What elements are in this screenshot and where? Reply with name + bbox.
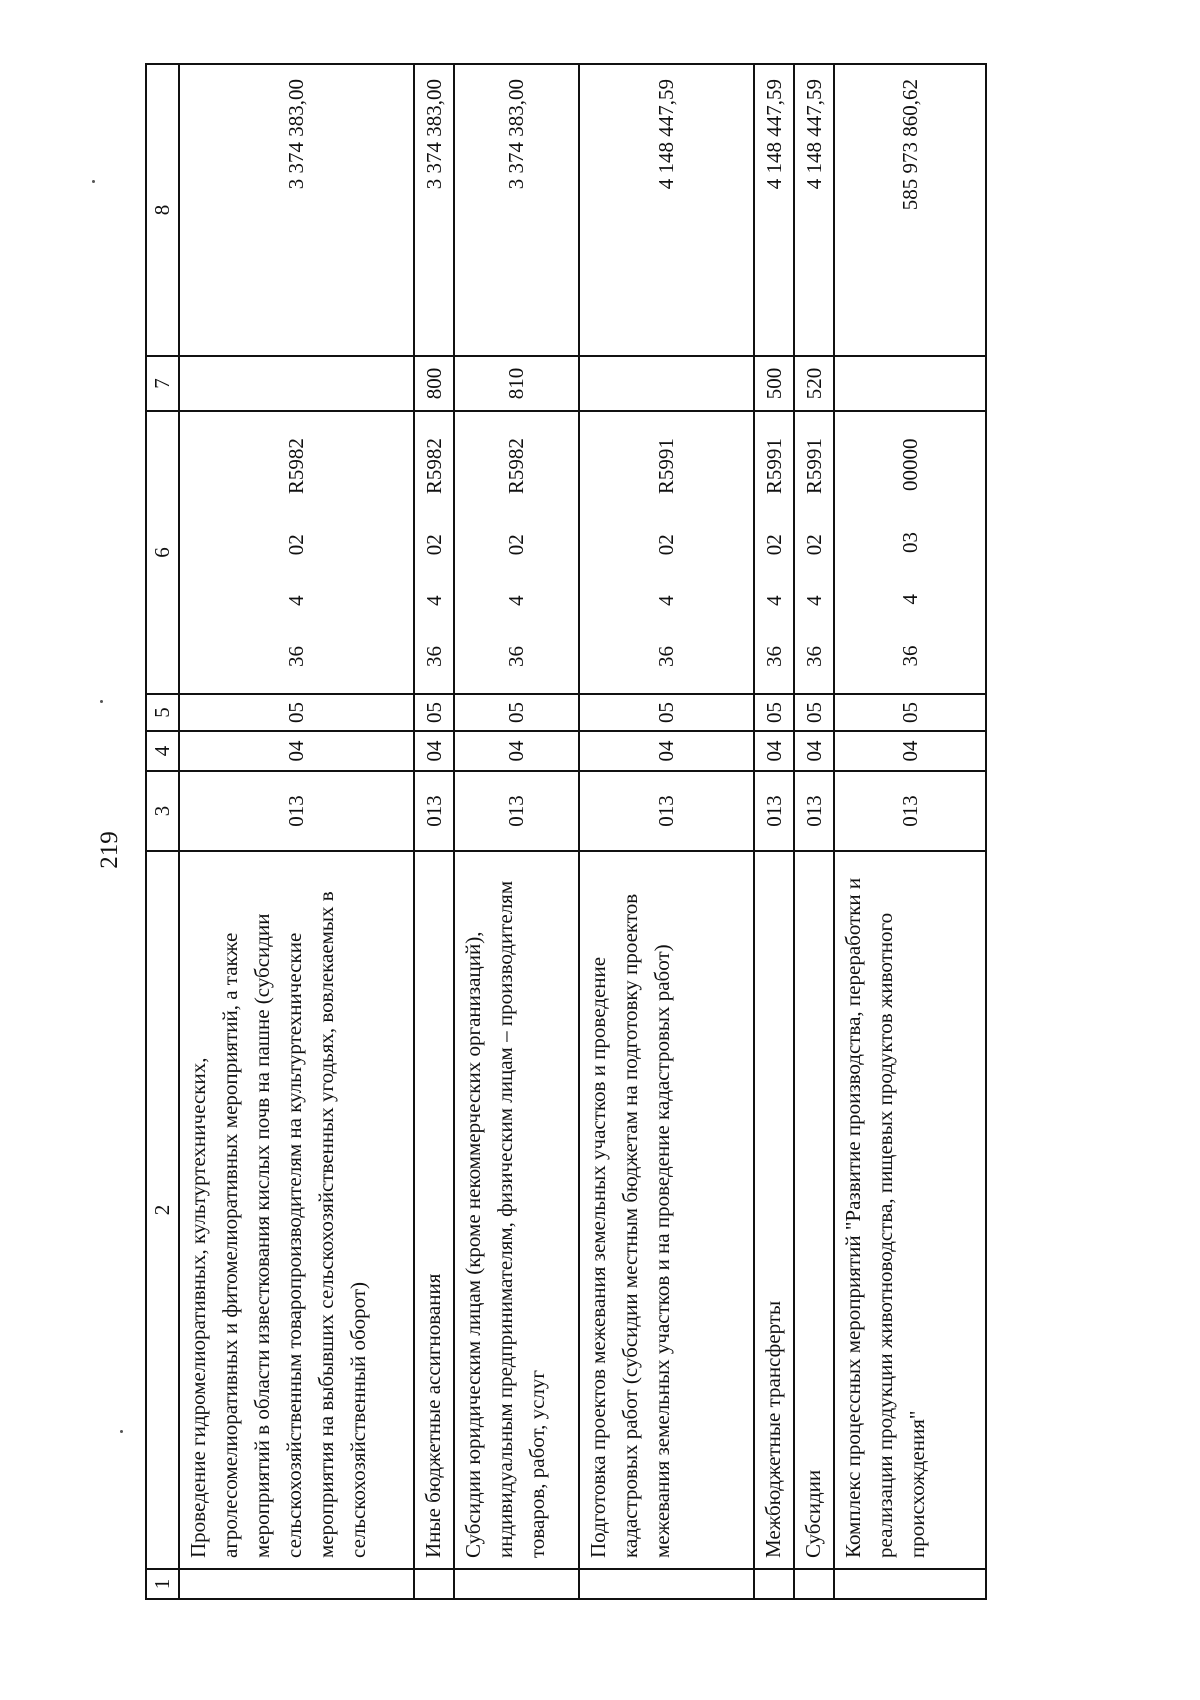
- cs-event: 02: [504, 534, 528, 556]
- expense-name: Межбюджетные трансферты: [754, 851, 794, 1569]
- target-article-cell: [579, 411, 754, 694]
- table-row: [414, 64, 454, 1599]
- ved-cell: 013: [754, 771, 794, 851]
- header-row: [146, 64, 179, 1599]
- expense-name: Субсидии: [794, 851, 834, 1569]
- vr-cell: [834, 356, 986, 411]
- cs-program: 36: [897, 645, 922, 667]
- rotated-page-content: [145, 65, 1115, 1600]
- row-number-cell: [834, 1569, 986, 1599]
- table-row: [454, 64, 579, 1599]
- scan-speck: [120, 1430, 123, 1433]
- cs-direction: R5991: [801, 438, 826, 495]
- ved-cell: 013: [179, 771, 414, 851]
- expense-name: Субсидии юридическим лицам (кроме некоммерческих организаций), индивидуальным предпринимателям, физическим лицам – производителям товаров, работ, услуг: [454, 851, 579, 1569]
- expense-name: Комплекс процессных мероприятий "Развитие производства, переработки и реализации продукции животноводства, пищевых продуктов животного происхождения": [834, 851, 986, 1569]
- table-row: [579, 64, 754, 1599]
- column-header: 7: [146, 356, 179, 411]
- cs-subprogram: 4: [504, 595, 528, 606]
- cs-subprogram: 4: [897, 594, 922, 605]
- cs-subprogram: 4: [284, 595, 308, 606]
- cs-direction: R5982: [421, 438, 446, 495]
- budget-table: [145, 63, 987, 1600]
- cs-event: 02: [654, 534, 678, 556]
- vr-cell: 520: [794, 356, 834, 411]
- cs-event: 02: [284, 534, 308, 556]
- cs-program: 36: [761, 645, 786, 667]
- page-number: 219: [96, 831, 123, 869]
- row-number-cell: [754, 1569, 794, 1599]
- scan-speck: [100, 700, 103, 703]
- table-row: [179, 64, 414, 1599]
- ved-cell: 013: [794, 771, 834, 851]
- column-header: 4: [146, 731, 179, 771]
- vr-cell: [579, 356, 754, 411]
- cs-event: 02: [761, 534, 786, 556]
- cs-direction: 00000: [897, 438, 922, 491]
- cs-program: 36: [801, 645, 826, 667]
- row-number-cell: [454, 1569, 579, 1599]
- vr-cell: 810: [454, 356, 579, 411]
- column-header: 6: [146, 411, 179, 694]
- amount-cell: 4 148 447,59: [794, 64, 834, 356]
- scan-speck: [92, 180, 95, 183]
- cs-program: 36: [504, 645, 528, 667]
- rz-cell: 04: [579, 731, 754, 771]
- rz-cell: 04: [834, 731, 986, 771]
- ved-cell: 013: [579, 771, 754, 851]
- cs-subprogram: 4: [801, 595, 826, 606]
- amount-cell: 3 374 383,00: [454, 64, 579, 356]
- cs-subprogram: 4: [761, 595, 786, 606]
- cs-program: 36: [654, 645, 678, 667]
- expense-name: Подготовка проектов межевания земельных участков и проведение кадастровых работ (субсидии местным бюджетам на подготовку проектов межевания земельных участков и на проведение кадастровых работ): [579, 851, 754, 1569]
- amount-cell: 3 374 383,00: [414, 64, 454, 356]
- amount-cell: 3 374 383,00: [179, 64, 414, 356]
- pr-cell: 05: [179, 694, 414, 731]
- column-header: 3: [146, 771, 179, 851]
- expense-name: Иные бюджетные ассигнования: [414, 851, 454, 1569]
- amount-cell: 585 973 860,62: [834, 64, 986, 356]
- vr-cell: 500: [754, 356, 794, 411]
- vr-cell: 800: [414, 356, 454, 411]
- pr-cell: 05: [794, 694, 834, 731]
- ved-cell: 013: [454, 771, 579, 851]
- column-header: 8: [146, 64, 179, 356]
- row-number-cell: [579, 1569, 754, 1599]
- ved-cell: 013: [834, 771, 986, 851]
- column-header: 1: [146, 1569, 179, 1599]
- cs-event: 02: [801, 534, 826, 556]
- ved-cell: 013: [414, 771, 454, 851]
- expense-name: Проведение гидромелиоративных, культуртехнических, агролесомелиоративных и фитомелиоративных мероприятий, а также мероприятий в области известкования кислых почв на пашне (субсидии сельскохозяйственным товаропроизводителям на культуртехнические мероприятия на выбывших сельскохозяйственных угодьях, вовлекаемых в сельскохозяйственный оборот): [179, 851, 414, 1569]
- cs-event: 03: [897, 532, 922, 553]
- cs-event: 02: [421, 534, 446, 556]
- cs-subprogram: 4: [654, 595, 678, 606]
- amount-cell: 4 148 447,59: [579, 64, 754, 356]
- target-article-cell: [754, 411, 794, 694]
- rz-cell: 04: [414, 731, 454, 771]
- column-header: 5: [146, 694, 179, 731]
- target-article-cell: [179, 411, 414, 694]
- table-row: [834, 64, 986, 1599]
- pr-cell: 05: [454, 694, 579, 731]
- row-number-cell: [414, 1569, 454, 1599]
- row-number-cell: [794, 1569, 834, 1599]
- column-header: 2: [146, 851, 179, 1569]
- rz-cell: 04: [754, 731, 794, 771]
- cs-direction: R5982: [284, 438, 308, 495]
- amount-cell: 4 148 447,59: [754, 64, 794, 356]
- table-row: [754, 64, 794, 1599]
- pr-cell: 05: [834, 694, 986, 731]
- target-article-cell: [794, 411, 834, 694]
- cs-program: 36: [421, 645, 446, 667]
- rz-cell: 04: [179, 731, 414, 771]
- cs-subprogram: 4: [421, 595, 446, 606]
- vr-cell: [179, 356, 414, 411]
- cs-direction: R5991: [654, 438, 678, 495]
- cs-direction: R5982: [504, 438, 528, 495]
- table-row: [794, 64, 834, 1599]
- pr-cell: 05: [579, 694, 754, 731]
- target-article-cell: [414, 411, 454, 694]
- cs-program: 36: [284, 645, 308, 667]
- cs-direction: R5991: [761, 438, 786, 495]
- pr-cell: 05: [754, 694, 794, 731]
- rz-cell: 04: [794, 731, 834, 771]
- target-article-cell: [454, 411, 579, 694]
- rz-cell: 04: [454, 731, 579, 771]
- target-article-cell: [834, 411, 986, 694]
- row-number-cell: [179, 1569, 414, 1599]
- pr-cell: 05: [414, 694, 454, 731]
